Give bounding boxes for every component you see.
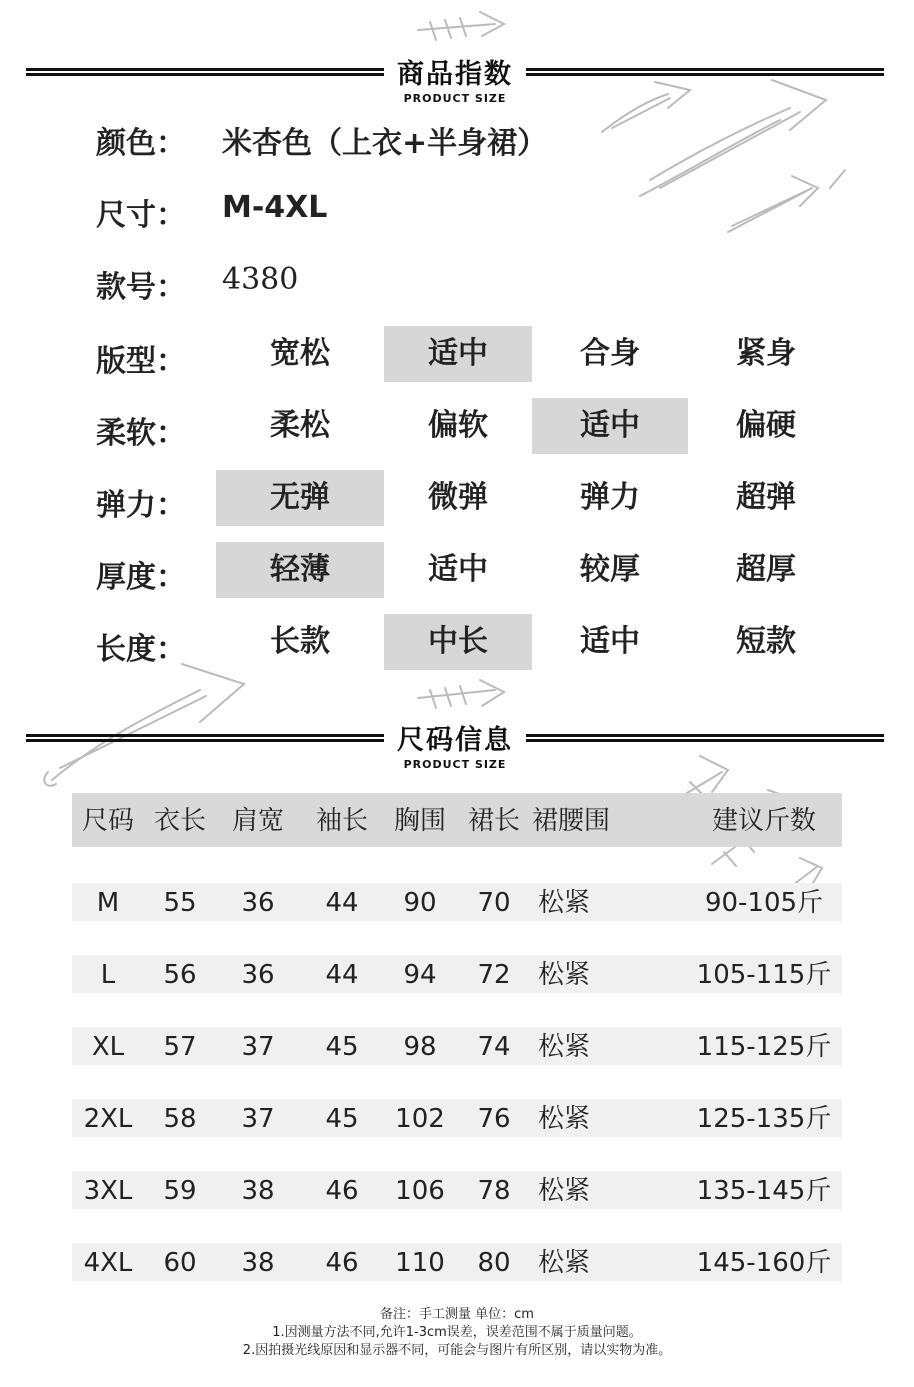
table-row (72, 1027, 842, 1065)
table-cell: 37 (241, 1104, 275, 1134)
table-cell: 松紧 (538, 960, 591, 990)
table-cell: 115-125斤 (696, 1032, 832, 1062)
table-cell: 105-115斤 (696, 960, 832, 990)
index-option-selected: 无弹 (216, 470, 384, 526)
table-row (72, 883, 842, 921)
notes (0, 1306, 914, 1360)
index-option: 微弹 (428, 480, 488, 515)
table-cell: 90 (403, 888, 437, 918)
index-option: 长款 (270, 624, 330, 659)
index-option: 适中 (580, 624, 640, 659)
table-cell: 80 (477, 1248, 511, 1278)
table-cell: 90-105斤 (704, 888, 824, 918)
table-header-cell: 建议斤数 (711, 806, 816, 836)
table-cell: 106 (395, 1176, 445, 1206)
table-cell: 58 (163, 1104, 197, 1134)
table-cell: 135-145斤 (696, 1176, 832, 1206)
table-header-cell: 袖长 (315, 806, 368, 836)
header-rule-left (26, 68, 384, 76)
index-option: 超厚 (736, 552, 796, 587)
table-cell: 72 (477, 960, 511, 990)
index-option: 偏软 (428, 408, 488, 443)
index-row (96, 542, 856, 598)
table-cell: 44 (325, 960, 359, 990)
table-cell: 55 (163, 888, 197, 918)
table-cell: 37 (241, 1032, 275, 1062)
table-cell: 松紧 (538, 1032, 591, 1062)
index-row (96, 614, 856, 670)
table-cell: L (100, 960, 116, 990)
table-cell: 70 (477, 888, 511, 918)
index-option: 超弹 (736, 480, 796, 515)
table-cell: 45 (325, 1104, 359, 1134)
table-cell: 36 (241, 960, 275, 990)
table-cell: 102 (395, 1104, 445, 1134)
table-cell: 4XL (83, 1248, 133, 1278)
table-cell: XL (91, 1032, 125, 1062)
table-row (72, 1099, 842, 1137)
table-cell: 145-160斤 (696, 1248, 832, 1278)
index-label: 柔软： (96, 416, 186, 451)
info-value: 米杏色（上衣+半身裙） (222, 126, 548, 161)
info-label: 款号： (96, 270, 186, 305)
header-rule-right (526, 68, 884, 76)
table-cell: 46 (325, 1176, 359, 1206)
table-cell: 36 (241, 888, 275, 918)
table-cell: 松紧 (538, 1248, 591, 1278)
table-header-cell: 裙腰围 (532, 806, 611, 836)
section-subtitle: PRODUCT SIZE (403, 758, 507, 771)
product-index-header (0, 42, 914, 105)
index-option: 紧身 (736, 336, 796, 371)
index-option: 较厚 (580, 552, 640, 587)
index-option-selected: 轻薄 (216, 542, 384, 598)
table-header-cell: 尺码 (81, 806, 134, 836)
size-info-header (0, 708, 914, 771)
index-label: 弹力： (96, 488, 186, 523)
note-line: 2.因拍摄光线原因和显示器不同，可能会与图片有所区别，请以实物为准。 (242, 1343, 672, 1358)
index-option: 弹力 (580, 480, 640, 515)
table-cell: 94 (403, 960, 437, 990)
table-cell: 74 (477, 1032, 511, 1062)
index-row (96, 326, 856, 382)
index-option-selected: 中长 (384, 614, 532, 670)
section-subtitle: PRODUCT SIZE (403, 92, 507, 105)
index-option: 偏硬 (736, 408, 796, 443)
index-option: 宽松 (270, 336, 330, 371)
table-cell: 57 (163, 1032, 197, 1062)
table-header-cell: 胸围 (393, 806, 446, 836)
index-row (96, 470, 856, 526)
table-header-cell: 裙长 (467, 806, 520, 836)
header-rule-left (26, 734, 384, 742)
section-title: 尺码信息 (397, 725, 513, 756)
table-header-cell: 肩宽 (231, 806, 284, 836)
header-rule-right (526, 734, 884, 742)
table-cell: 松紧 (538, 888, 591, 918)
table-cell: 78 (477, 1176, 511, 1206)
index-label: 版型： (96, 344, 186, 379)
info-value: 4380 (222, 262, 299, 297)
table-cell: 松紧 (538, 1104, 591, 1134)
table-cell: 38 (241, 1176, 275, 1206)
info-label: 颜色： (96, 126, 186, 161)
section-title: 商品指数 (397, 59, 513, 90)
table-cell: 56 (163, 960, 197, 990)
index-option: 适中 (428, 552, 488, 587)
table-cell: M (96, 888, 120, 918)
table-header-cell: 衣长 (153, 806, 206, 836)
table-cell: 76 (477, 1104, 511, 1134)
table-cell: 110 (395, 1248, 445, 1278)
index-row (96, 398, 856, 454)
table-cell: 3XL (83, 1176, 133, 1206)
info-label: 尺寸： (96, 198, 186, 233)
index-option: 短款 (736, 624, 796, 659)
table-cell: 44 (325, 888, 359, 918)
size-table-header (72, 793, 842, 847)
table-cell: 46 (325, 1248, 359, 1278)
table-cell: 45 (325, 1032, 359, 1062)
index-label: 厚度： (96, 560, 186, 595)
table-cell: 松紧 (538, 1176, 591, 1206)
index-option: 合身 (580, 336, 640, 371)
table-cell: 38 (241, 1248, 275, 1278)
note-line: 1.因测量方法不同,允许1-3cm误差，误差范围不属于质量问题。 (272, 1325, 642, 1340)
note-line: 备注：手工测量 单位：cm (380, 1307, 534, 1322)
table-row (72, 1243, 842, 1281)
info-value: M-4XL (222, 190, 328, 225)
index-option-selected: 适中 (384, 326, 532, 382)
table-row (72, 1171, 842, 1209)
index-option: 柔松 (270, 408, 330, 443)
table-cell: 2XL (83, 1104, 133, 1134)
table-cell: 60 (163, 1248, 197, 1278)
index-label: 长度： (96, 632, 186, 667)
table-cell: 59 (163, 1176, 197, 1206)
table-cell: 125-135斤 (696, 1104, 832, 1134)
table-row (72, 955, 842, 993)
table-cell: 98 (403, 1032, 437, 1062)
index-option-selected: 适中 (532, 398, 688, 454)
